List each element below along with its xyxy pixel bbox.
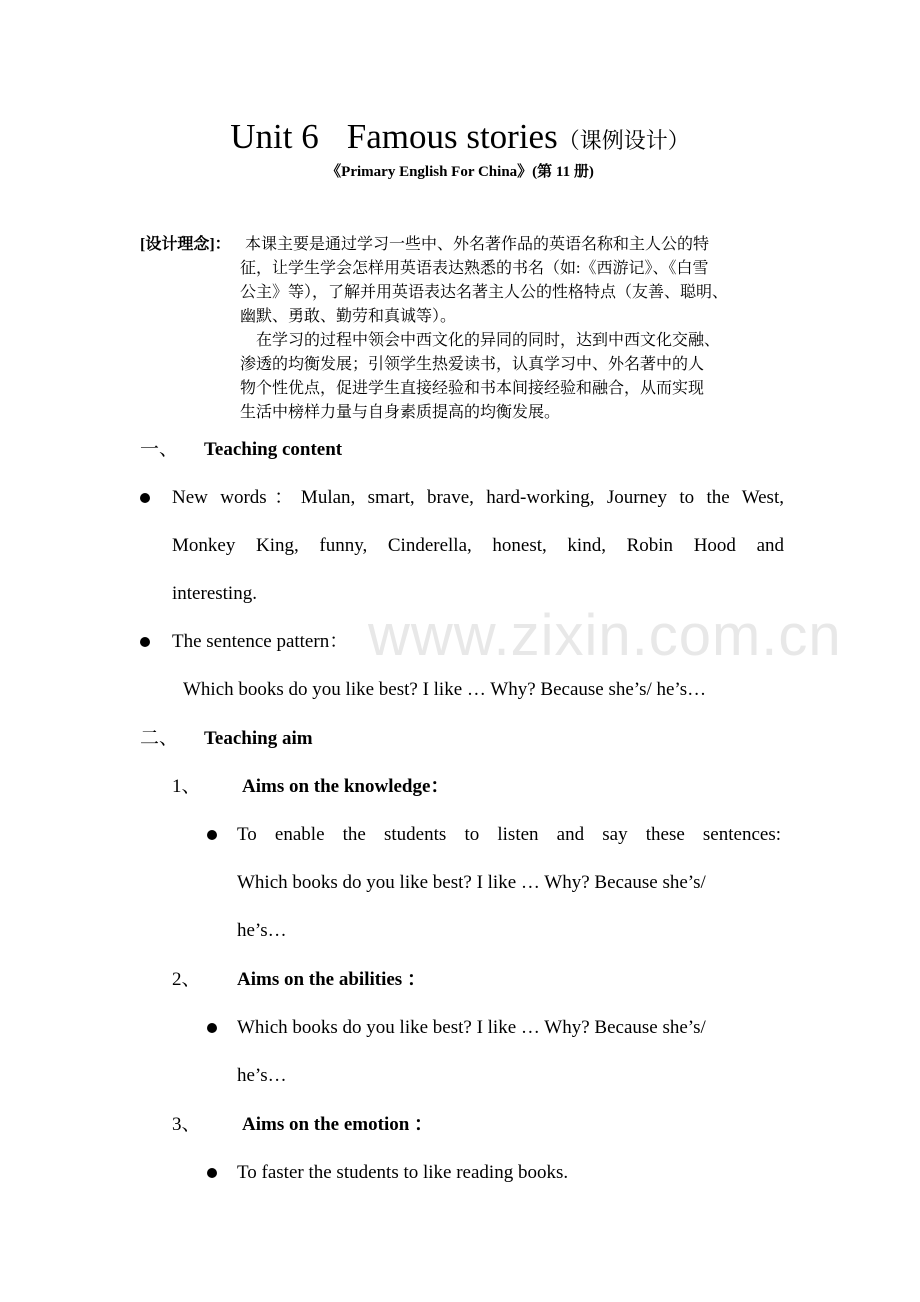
section-heading: Teaching content [204, 439, 343, 460]
aim-number: 2、 [172, 969, 201, 990]
section-number: 二、 [140, 728, 179, 749]
bullet-icon [207, 1023, 217, 1033]
page-subtitle: 《Primary English For China》(第 11 册) [326, 164, 594, 180]
pattern-label: The sentence pattern： [172, 631, 349, 652]
philosophy-line: 渗透的均衡发展；引领学生热爱读书，认真学习中、外名著中的人 [240, 356, 705, 373]
philosophy-line: 公主》等），了解并用英语表达名著主人公的性格特点（友善、聪明、 [240, 284, 729, 301]
philosophy-line: 幽默、勇敢、勤劳和真诚等）。 [240, 308, 457, 325]
new-words-line: New words：Mulan, smart, brave, hard-working, Journey to the West, [172, 487, 784, 508]
aim-line: Which books do you like best? I like … Why? Because she’s/ [237, 872, 706, 893]
section-heading: Teaching aim [204, 728, 313, 749]
title-main: Famous stories [346, 117, 558, 156]
new-words-line: interesting. [172, 583, 257, 604]
philosophy-line: 在学习的过程中领会中西文化的异同的同时，达到中西文化交融、 [240, 332, 721, 349]
section-number: 一、 [140, 439, 179, 460]
aim-title: Aims on the knowledge： [242, 776, 450, 797]
philosophy-line: 物个性优点，促进学生直接经验和书本间接经验和融合，从而实现 [240, 380, 705, 397]
aim-number: 1、 [172, 776, 201, 797]
aim-line: he’s… [237, 920, 287, 941]
page-title [0, 112, 920, 166]
aim-number: 3、 [172, 1114, 201, 1135]
aim-line: he’s… [237, 1065, 287, 1086]
aim-title: Aims on the emotion ： [242, 1114, 434, 1135]
bullet-icon [140, 637, 150, 647]
bullet-icon [207, 1168, 217, 1178]
bullet-icon [207, 830, 217, 840]
philosophy-label: [设计理念]： [140, 236, 231, 253]
philosophy-line: 本课主要是通过学习一些中、外名著作品的英语名称和主人公的特 [245, 236, 710, 253]
bullet-icon [140, 493, 150, 503]
aim-line: Which books do you like best? I like … Why? Because she’s/ [237, 1017, 706, 1038]
watermark: www.zixin.com.cn [368, 603, 842, 668]
title-note: （课例设计） [557, 128, 690, 153]
pattern-text: Which books do you like best? I like … Why? Because she’s/ he’s… [183, 679, 707, 700]
aim-line: To faster the students to like reading books. [237, 1162, 569, 1183]
philosophy-line: 生活中榜样力量与自身素质提高的均衡发展。 [240, 404, 561, 421]
aim-title: Aims on the abilities ： [237, 969, 426, 990]
new-words-line: Monkey King, funny, Cinderella, honest, kind, Robin Hood and [172, 535, 784, 556]
title-unit: Unit 6 [230, 117, 319, 156]
aim-line: To enable the students to listen and say these sentences: [237, 824, 781, 845]
philosophy-line: 征，让学生学会怎样用英语表达熟悉的书名（如:《西游记》、《白雪 [240, 260, 709, 277]
